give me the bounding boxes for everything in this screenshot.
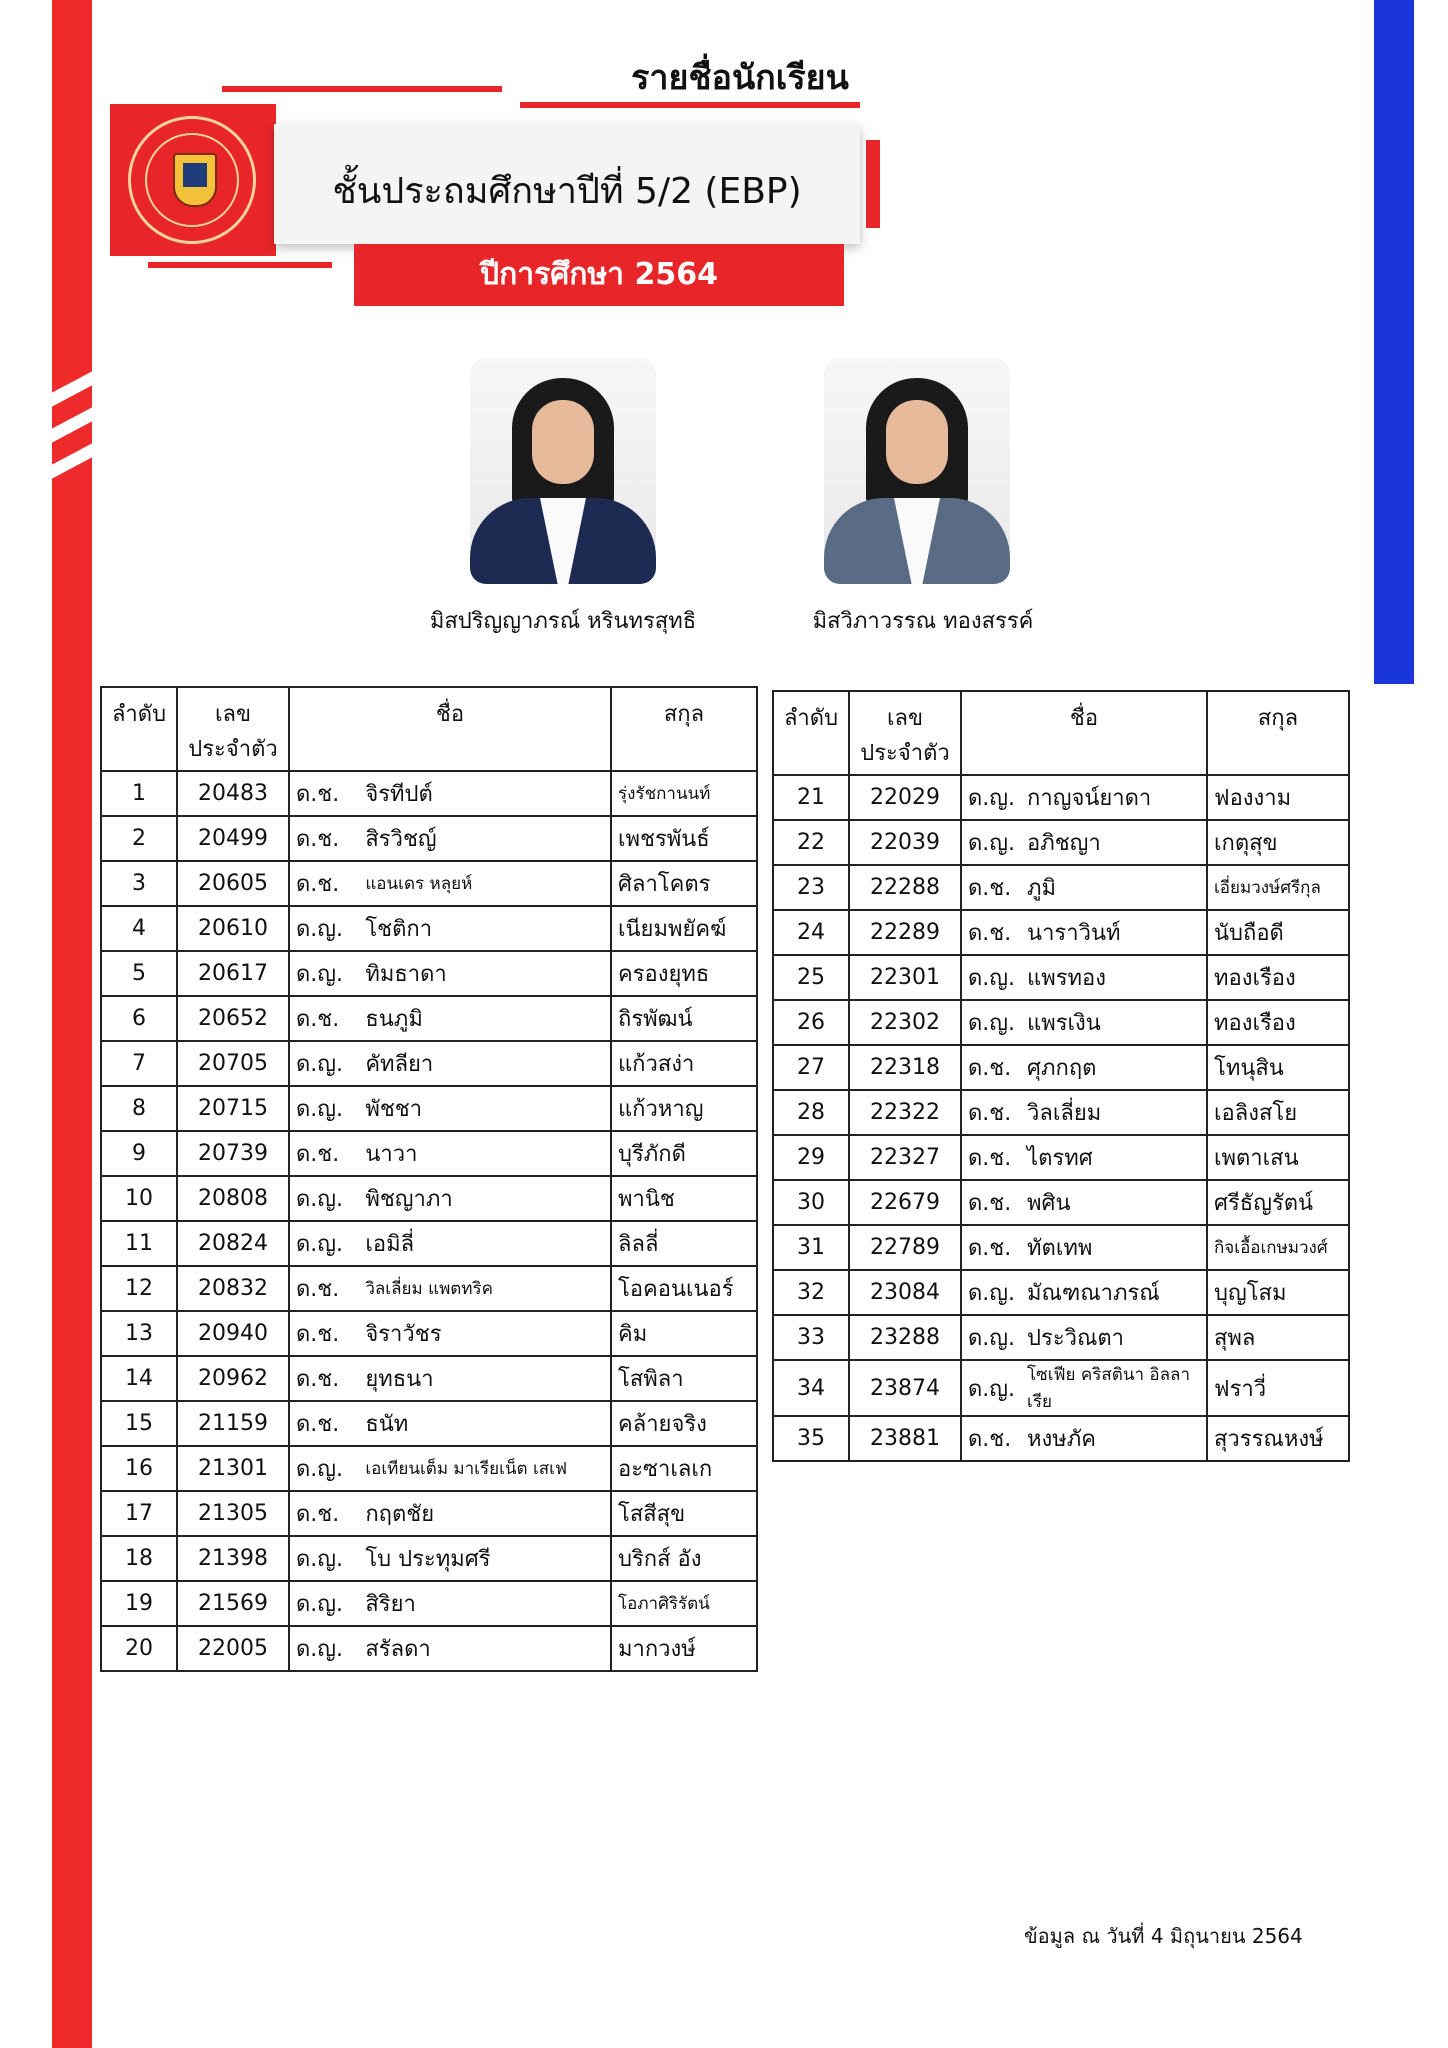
student-id: 21398 bbox=[177, 1536, 289, 1581]
student-surname: เกตุสุข bbox=[1207, 820, 1349, 865]
table-row bbox=[101, 771, 757, 816]
student-title: ด.ช. bbox=[289, 1131, 359, 1176]
student-id: 23881 bbox=[849, 1416, 961, 1461]
table-row bbox=[773, 775, 1349, 820]
student-first-name: มัณฑณาภรณ์ bbox=[1021, 1270, 1207, 1315]
student-first-name: โชติกา bbox=[359, 906, 611, 951]
student-id: 20940 bbox=[177, 1311, 289, 1356]
table-row bbox=[101, 861, 757, 906]
student-first-name: สิริยา bbox=[359, 1581, 611, 1626]
student-no: 30 bbox=[773, 1180, 849, 1225]
student-title: ด.ช. bbox=[289, 1401, 359, 1446]
student-no: 12 bbox=[101, 1266, 177, 1311]
col-header-id: เลขประจำตัว bbox=[177, 687, 289, 771]
student-surname: เอี่ยมวงษ์ศรีกุล bbox=[1207, 865, 1349, 910]
student-title: ด.ช. bbox=[961, 1180, 1021, 1225]
student-no: 9 bbox=[101, 1131, 177, 1176]
col-header-no: ลำดับ bbox=[101, 687, 177, 771]
student-no: 3 bbox=[101, 861, 177, 906]
student-first-name: ทิมธาดา bbox=[359, 951, 611, 996]
student-title: ด.ญ. bbox=[289, 1041, 359, 1086]
student-title: ด.ช. bbox=[961, 1045, 1021, 1090]
student-title: ด.ญ. bbox=[961, 1000, 1021, 1045]
table-row bbox=[773, 1416, 1349, 1461]
student-title: ด.ช. bbox=[289, 1356, 359, 1401]
student-title: ด.ญ. bbox=[289, 1581, 359, 1626]
student-no: 5 bbox=[101, 951, 177, 996]
student-surname: ครองยุทธ bbox=[611, 951, 757, 996]
table-row bbox=[101, 1086, 757, 1131]
student-id: 22322 bbox=[849, 1090, 961, 1135]
table-row bbox=[101, 1491, 757, 1536]
student-no: 22 bbox=[773, 820, 849, 865]
right-blue-bar bbox=[1374, 0, 1414, 684]
class-card bbox=[274, 124, 860, 244]
student-no: 10 bbox=[101, 1176, 177, 1221]
student-no: 18 bbox=[101, 1536, 177, 1581]
student-first-name: แพรทอง bbox=[1021, 955, 1207, 1000]
header-rule bbox=[148, 262, 332, 268]
table-row bbox=[101, 816, 757, 861]
col-header-surname: สกุล bbox=[611, 687, 757, 771]
student-title: ด.ญ. bbox=[289, 1176, 359, 1221]
student-id: 20605 bbox=[177, 861, 289, 906]
table-row bbox=[773, 1315, 1349, 1360]
student-no: 21 bbox=[773, 775, 849, 820]
student-surname: แก้วสง่า bbox=[611, 1041, 757, 1086]
col-header-name: ชื่อ bbox=[289, 687, 611, 771]
student-surname: โอภาศิริรัตน์ bbox=[611, 1581, 757, 1626]
student-first-name: นาวา bbox=[359, 1131, 611, 1176]
student-no: 24 bbox=[773, 910, 849, 955]
table-row bbox=[101, 1581, 757, 1626]
student-first-name: จิรทีปต์ bbox=[359, 771, 611, 816]
data-date-note: ข้อมูล ณ วันที่ 4 มิถุนายน 2564 bbox=[1024, 1924, 1303, 1948]
student-first-name: ธนัท bbox=[359, 1401, 611, 1446]
class-card-accent bbox=[866, 140, 880, 228]
student-first-name: ไตรทศ bbox=[1021, 1135, 1207, 1180]
student-no: 28 bbox=[773, 1090, 849, 1135]
student-id: 22302 bbox=[849, 1000, 961, 1045]
student-no: 8 bbox=[101, 1086, 177, 1131]
student-id: 22288 bbox=[849, 865, 961, 910]
student-first-name: ทัตเทพ bbox=[1021, 1225, 1207, 1270]
student-title: ด.ญ. bbox=[289, 1446, 359, 1491]
table-row bbox=[101, 1266, 757, 1311]
table-row bbox=[773, 910, 1349, 955]
student-no: 16 bbox=[101, 1446, 177, 1491]
student-title: ด.ช. bbox=[961, 1416, 1021, 1461]
student-id: 20483 bbox=[177, 771, 289, 816]
student-surname: โอคอนเนอร์ bbox=[611, 1266, 757, 1311]
student-no: 14 bbox=[101, 1356, 177, 1401]
student-id: 22301 bbox=[849, 955, 961, 1000]
student-first-name: สรัลดา bbox=[359, 1626, 611, 1671]
student-title: ด.ญ. bbox=[289, 951, 359, 996]
student-surname: โสพิลา bbox=[611, 1356, 757, 1401]
student-first-name: วิลเลี่ยม bbox=[1021, 1090, 1207, 1135]
student-no: 4 bbox=[101, 906, 177, 951]
student-title: ด.ญ. bbox=[289, 1536, 359, 1581]
student-surname: มากวงษ์ bbox=[611, 1626, 757, 1671]
student-first-name: ภูมิ bbox=[1021, 865, 1207, 910]
school-logo bbox=[110, 104, 276, 256]
student-title: ด.ช. bbox=[289, 1266, 359, 1311]
student-first-name: โบ ประทุมศรี bbox=[359, 1536, 611, 1581]
student-first-name: กาญจน์ยาดา bbox=[1021, 775, 1207, 820]
student-first-name: พิชญาภา bbox=[359, 1176, 611, 1221]
table-row bbox=[773, 1000, 1349, 1045]
student-id: 21305 bbox=[177, 1491, 289, 1536]
student-first-name: พัชชา bbox=[359, 1086, 611, 1131]
table-row bbox=[101, 1311, 757, 1356]
student-no: 2 bbox=[101, 816, 177, 861]
student-surname: บริกส์ อัง bbox=[611, 1536, 757, 1581]
teacher-photo-2 bbox=[824, 358, 1010, 584]
student-title: ด.ญ. bbox=[289, 1626, 359, 1671]
table-row bbox=[101, 1221, 757, 1266]
page-title: รายชื่อนักเรียน bbox=[631, 58, 849, 98]
table-row bbox=[773, 955, 1349, 1000]
student-surname: ศรีธัญรัตน์ bbox=[1207, 1180, 1349, 1225]
table-row bbox=[773, 1180, 1349, 1225]
student-title: ด.ช. bbox=[289, 816, 359, 861]
student-id: 22039 bbox=[849, 820, 961, 865]
student-id: 20832 bbox=[177, 1266, 289, 1311]
student-surname: รุ่งรัชกานนท์ bbox=[611, 771, 757, 816]
student-id: 20962 bbox=[177, 1356, 289, 1401]
student-title: ด.ช. bbox=[289, 771, 359, 816]
student-title: ด.ช. bbox=[289, 861, 359, 906]
table-row bbox=[101, 906, 757, 951]
left-red-bar bbox=[52, 0, 92, 2048]
table-row bbox=[773, 1045, 1349, 1090]
student-no: 33 bbox=[773, 1315, 849, 1360]
student-no: 6 bbox=[101, 996, 177, 1041]
student-id: 23288 bbox=[849, 1315, 961, 1360]
student-id: 22679 bbox=[849, 1180, 961, 1225]
student-no: 11 bbox=[101, 1221, 177, 1266]
col-header-name: ชื่อ bbox=[961, 691, 1207, 775]
table-row bbox=[101, 1356, 757, 1401]
student-first-name: นาราวินท์ bbox=[1021, 910, 1207, 955]
student-first-name: กฤตชัย bbox=[359, 1491, 611, 1536]
student-no: 27 bbox=[773, 1045, 849, 1090]
student-title: ด.ช. bbox=[961, 1225, 1021, 1270]
student-title: ด.ญ. bbox=[961, 1315, 1021, 1360]
student-first-name: เอเทียนเต็ม มาเรียเน็ต เสเฟ bbox=[359, 1446, 611, 1491]
student-id: 22289 bbox=[849, 910, 961, 955]
student-surname: ลิลลี่ bbox=[611, 1221, 757, 1266]
table-row bbox=[773, 865, 1349, 910]
student-title: ด.ช. bbox=[961, 1090, 1021, 1135]
student-id: 20715 bbox=[177, 1086, 289, 1131]
student-id: 22029 bbox=[849, 775, 961, 820]
student-surname: นับถือดี bbox=[1207, 910, 1349, 955]
student-no: 31 bbox=[773, 1225, 849, 1270]
student-table-left bbox=[100, 686, 758, 1672]
student-surname: คล้ายจริง bbox=[611, 1401, 757, 1446]
student-title: ด.ญ. bbox=[289, 1086, 359, 1131]
student-first-name: ยุทธนา bbox=[359, 1356, 611, 1401]
student-first-name: วิลเลี่ยม แพตทริค bbox=[359, 1266, 611, 1311]
student-surname: คิม bbox=[611, 1311, 757, 1356]
student-title: ด.ญ. bbox=[961, 775, 1021, 820]
student-id: 23874 bbox=[849, 1360, 961, 1416]
student-first-name: เอมิลี่ bbox=[359, 1221, 611, 1266]
academic-year: ปีการศึกษา 2564 bbox=[354, 244, 844, 306]
student-no: 13 bbox=[101, 1311, 177, 1356]
teacher-name-1: มิสปริญญาภรณ์ หรินทรสุทธิ bbox=[429, 609, 697, 634]
student-first-name: พศิน bbox=[1021, 1180, 1207, 1225]
student-no: 29 bbox=[773, 1135, 849, 1180]
student-title: ด.ช. bbox=[961, 1135, 1021, 1180]
col-header-id: เลขประจำตัว bbox=[849, 691, 961, 775]
student-surname: พานิช bbox=[611, 1176, 757, 1221]
table-row bbox=[773, 1090, 1349, 1135]
student-title: ด.ช. bbox=[289, 996, 359, 1041]
student-id: 21301 bbox=[177, 1446, 289, 1491]
student-surname: ศิลาโคตร bbox=[611, 861, 757, 906]
student-title: ด.ช. bbox=[289, 1311, 359, 1356]
student-surname: ถิรพัฒน์ bbox=[611, 996, 757, 1041]
table-row bbox=[101, 951, 757, 996]
student-no: 1 bbox=[101, 771, 177, 816]
student-first-name: อภิชญา bbox=[1021, 820, 1207, 865]
student-title: ด.ญ. bbox=[961, 820, 1021, 865]
student-id: 20652 bbox=[177, 996, 289, 1041]
class-name: ชั้นประถมศึกษาปีที่ 5/2 (EBP) bbox=[332, 171, 802, 212]
student-id: 20499 bbox=[177, 816, 289, 861]
col-header-no: ลำดับ bbox=[773, 691, 849, 775]
table-row bbox=[773, 1360, 1349, 1416]
student-id: 20610 bbox=[177, 906, 289, 951]
table-row bbox=[773, 820, 1349, 865]
student-no: 17 bbox=[101, 1491, 177, 1536]
student-surname: ทองเรือง bbox=[1207, 1000, 1349, 1045]
student-id: 21159 bbox=[177, 1401, 289, 1446]
col-header-surname: สกุล bbox=[1207, 691, 1349, 775]
student-first-name: ธนภูมิ bbox=[359, 996, 611, 1041]
table-row bbox=[773, 1135, 1349, 1180]
student-no: 34 bbox=[773, 1360, 849, 1416]
student-surname: บุรีภักดี bbox=[611, 1131, 757, 1176]
table-row bbox=[773, 1270, 1349, 1315]
student-title: ด.ญ. bbox=[961, 1360, 1021, 1416]
student-id: 22005 bbox=[177, 1626, 289, 1671]
student-id: 20705 bbox=[177, 1041, 289, 1086]
student-surname: อะซาเลเก bbox=[611, 1446, 757, 1491]
student-first-name: แอนเดร หลุยห์ bbox=[359, 861, 611, 906]
header-rule bbox=[222, 86, 502, 92]
student-first-name: สิรวิชญ์ bbox=[359, 816, 611, 861]
student-title: ด.ญ. bbox=[961, 1270, 1021, 1315]
student-surname: เพตาเสน bbox=[1207, 1135, 1349, 1180]
student-surname: โสสีสุข bbox=[611, 1491, 757, 1536]
student-no: 32 bbox=[773, 1270, 849, 1315]
student-surname: เนียมพยัคฆ์ bbox=[611, 906, 757, 951]
student-title: ด.ญ. bbox=[289, 906, 359, 951]
student-first-name: จิราวัชร bbox=[359, 1311, 611, 1356]
table-row bbox=[101, 1626, 757, 1671]
student-id: 20617 bbox=[177, 951, 289, 996]
student-surname: ฟองงาม bbox=[1207, 775, 1349, 820]
table-row bbox=[101, 1131, 757, 1176]
student-surname: ทองเรือง bbox=[1207, 955, 1349, 1000]
student-surname: โทนุสิน bbox=[1207, 1045, 1349, 1090]
student-surname: เพชรพันธ์ bbox=[611, 816, 757, 861]
student-no: 7 bbox=[101, 1041, 177, 1086]
student-surname: กิจเอื้อเกษมวงศ์ bbox=[1207, 1225, 1349, 1270]
table-row bbox=[101, 1536, 757, 1581]
student-title: ด.ช. bbox=[961, 910, 1021, 955]
student-title: ด.ช. bbox=[961, 865, 1021, 910]
table-row bbox=[101, 1401, 757, 1446]
student-first-name: ประวิณตา bbox=[1021, 1315, 1207, 1360]
student-id: 22318 bbox=[849, 1045, 961, 1090]
student-surname: บุญโสม bbox=[1207, 1270, 1349, 1315]
student-no: 35 bbox=[773, 1416, 849, 1461]
teacher-photo-1 bbox=[470, 358, 656, 584]
table-row bbox=[101, 1176, 757, 1221]
student-surname: ฟราวี่ bbox=[1207, 1360, 1349, 1416]
student-id: 20808 bbox=[177, 1176, 289, 1221]
student-table-right bbox=[772, 690, 1350, 1462]
student-first-name: ศุภกฤต bbox=[1021, 1045, 1207, 1090]
student-id: 20824 bbox=[177, 1221, 289, 1266]
table-row bbox=[101, 1041, 757, 1086]
student-title: ด.ญ. bbox=[961, 955, 1021, 1000]
student-no: 20 bbox=[101, 1626, 177, 1671]
student-title: ด.ช. bbox=[289, 1491, 359, 1536]
student-id: 22789 bbox=[849, 1225, 961, 1270]
student-id: 22327 bbox=[849, 1135, 961, 1180]
table-row bbox=[101, 1446, 757, 1491]
table-row bbox=[773, 1225, 1349, 1270]
table-row bbox=[101, 996, 757, 1041]
student-id: 23084 bbox=[849, 1270, 961, 1315]
student-no: 23 bbox=[773, 865, 849, 910]
teacher-name-2: มิสวิภาวรรณ ทองสรรค์ bbox=[812, 609, 1034, 634]
student-no: 19 bbox=[101, 1581, 177, 1626]
student-first-name: โซเฟีย คริสตินา อิลลาเรีย bbox=[1021, 1360, 1207, 1416]
student-id: 20739 bbox=[177, 1131, 289, 1176]
student-no: 26 bbox=[773, 1000, 849, 1045]
student-title: ด.ญ. bbox=[289, 1221, 359, 1266]
student-id: 21569 bbox=[177, 1581, 289, 1626]
student-surname: แก้วหาญ bbox=[611, 1086, 757, 1131]
student-no: 15 bbox=[101, 1401, 177, 1446]
student-no: 25 bbox=[773, 955, 849, 1000]
student-surname: สุพล bbox=[1207, 1315, 1349, 1360]
student-first-name: แพรเงิน bbox=[1021, 1000, 1207, 1045]
student-surname: เอลิงสโย bbox=[1207, 1090, 1349, 1135]
student-first-name: หงษภัค bbox=[1021, 1416, 1207, 1461]
student-surname: สุวรรณหงษ์ bbox=[1207, 1416, 1349, 1461]
student-first-name: คัทลียา bbox=[359, 1041, 611, 1086]
